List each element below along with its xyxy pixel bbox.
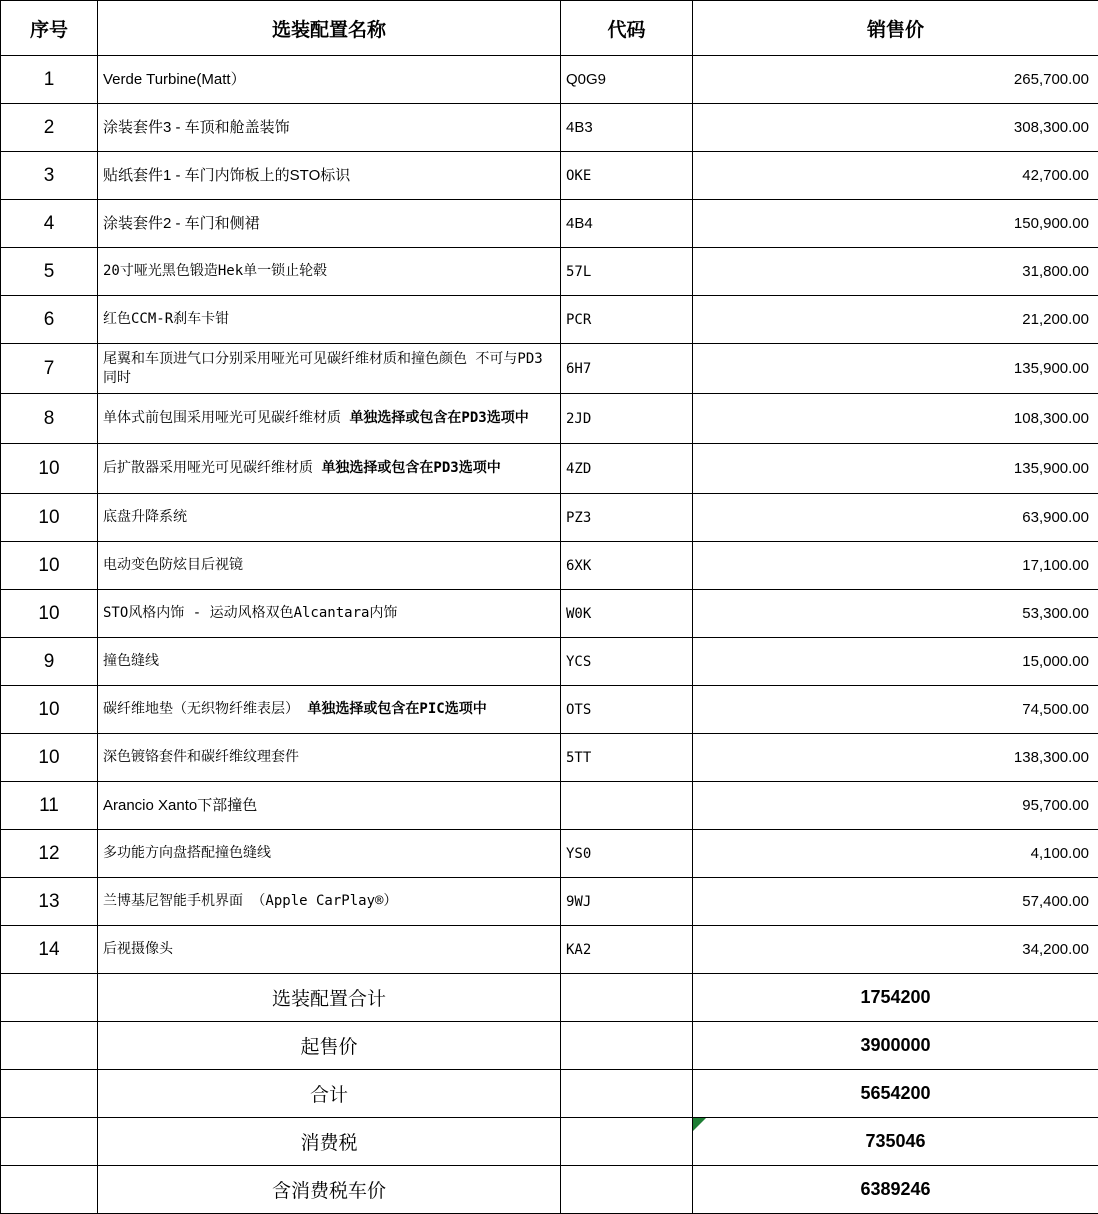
table-row: [1, 830, 1098, 878]
option-code: [561, 782, 693, 830]
empty-cell: [1, 974, 98, 1022]
empty-cell: [1, 1118, 98, 1166]
option-name: 后视摄像头: [103, 941, 173, 957]
summary-label: 起售价: [98, 1022, 561, 1070]
option-name: 碳纤维地垫（无织物纤维表层）: [103, 701, 307, 717]
option-name: Verde Turbine(Matt）: [103, 71, 246, 88]
empty-cell: [1, 1070, 98, 1118]
option-code: 4B4: [561, 200, 693, 248]
option-name-cell: [98, 200, 561, 248]
row-serial: 7: [1, 344, 98, 394]
option-name: 贴纸套件1 - 车门内饰板上的STO标识: [103, 167, 350, 184]
option-price: 95,700.00: [693, 782, 1098, 830]
option-name-cell: [98, 152, 561, 200]
empty-cell: [561, 1166, 693, 1214]
option-code: YCS: [561, 638, 693, 686]
option-name-cell: [98, 394, 561, 444]
row-serial: 9: [1, 638, 98, 686]
option-name-cell: [98, 542, 561, 590]
option-name: 红色CCM-R刹车卡钳: [103, 311, 229, 327]
option-name-cell: [98, 344, 561, 394]
table-row: [1, 542, 1098, 590]
header-code: 代码: [561, 1, 693, 56]
summary-value: 5654200: [693, 1070, 1098, 1118]
option-name-cell: [98, 248, 561, 296]
table-row: [1, 926, 1098, 974]
table-row: [1, 444, 1098, 494]
summary-value: 735046: [865, 1131, 925, 1151]
table-row: [1, 152, 1098, 200]
option-price: 34,200.00: [693, 926, 1098, 974]
option-code: 4B3: [561, 104, 693, 152]
option-price: 265,700.00: [693, 56, 1098, 104]
option-name-cell: [98, 734, 561, 782]
row-serial: 10: [1, 686, 98, 734]
row-serial: 10: [1, 542, 98, 590]
table-row: [1, 56, 1098, 104]
table-row: [1, 104, 1098, 152]
option-name-cell: [98, 830, 561, 878]
option-price: 74,500.00: [693, 686, 1098, 734]
header-row: [1, 1, 1098, 56]
table-row: [1, 296, 1098, 344]
option-name-cell: [98, 104, 561, 152]
option-code: 6H7: [561, 344, 693, 394]
row-serial: 3: [1, 152, 98, 200]
summary-value: 1754200: [693, 974, 1098, 1022]
option-price: 308,300.00: [693, 104, 1098, 152]
option-name-cell: [98, 638, 561, 686]
header-serial: 序号: [1, 1, 98, 56]
option-name-note: 单独选择或包含在PD3选项中: [321, 460, 500, 476]
row-serial: 1: [1, 56, 98, 104]
table-row: [1, 590, 1098, 638]
option-code: 2JD: [561, 394, 693, 444]
summary-row-options-total: [1, 974, 1098, 1022]
cell-corner-indicator-icon: [693, 1118, 706, 1131]
option-name-cell: [98, 56, 561, 104]
option-code: Q0G9: [561, 56, 693, 104]
option-name: STO风格内饰 - 运动风格双色Alcantara内饰: [103, 605, 397, 621]
option-price: 4,100.00: [693, 830, 1098, 878]
summary-row-base-price: [1, 1022, 1098, 1070]
row-serial: 8: [1, 394, 98, 444]
summary-label: 消费税: [98, 1118, 561, 1166]
row-serial: 4: [1, 200, 98, 248]
row-serial: 6: [1, 296, 98, 344]
empty-cell: [1, 1166, 98, 1214]
summary-row-consumption-tax: [1, 1118, 1098, 1166]
option-code: OKE: [561, 152, 693, 200]
option-name: 兰博基尼智能手机界面 （Apple CarPlay®）: [103, 893, 397, 909]
option-price: 17,100.00: [693, 542, 1098, 590]
option-code: KA2: [561, 926, 693, 974]
table-row: [1, 638, 1098, 686]
option-name: 电动变色防炫目后视镜: [103, 557, 243, 573]
option-price: 53,300.00: [693, 590, 1098, 638]
option-price: 150,900.00: [693, 200, 1098, 248]
option-name-note: 单独选择或包含在PD3选项中: [349, 410, 528, 426]
summary-label: 选装配置合计: [98, 974, 561, 1022]
empty-cell: [561, 1070, 693, 1118]
summary-value-cell: [693, 1118, 1098, 1166]
option-code: 5TT: [561, 734, 693, 782]
summary-label: 合计: [98, 1070, 561, 1118]
option-name-cell: [98, 926, 561, 974]
table-row: [1, 878, 1098, 926]
table-row: [1, 200, 1098, 248]
header-price: 销售价: [693, 1, 1098, 56]
header-option-name: 选装配置名称: [98, 1, 561, 56]
option-code: 4ZD: [561, 444, 693, 494]
option-code: YS0: [561, 830, 693, 878]
option-code: W0K: [561, 590, 693, 638]
option-name: 尾翼和车顶进气口分别采用哑光可见碳纤维材质和撞色颜色 不可与PD3同时: [103, 351, 543, 385]
option-name: 底盘升降系统: [103, 509, 187, 525]
option-name: Arancio Xanto下部撞色: [103, 797, 257, 814]
row-serial: 2: [1, 104, 98, 152]
option-name: 单体式前包围采用哑光可见碳纤维材质: [103, 410, 349, 426]
option-name: 多功能方向盘搭配撞色缝线: [103, 845, 271, 861]
option-name-cell: [98, 590, 561, 638]
option-name-cell: [98, 686, 561, 734]
table-row: [1, 248, 1098, 296]
row-serial: 10: [1, 734, 98, 782]
option-price: 135,900.00: [693, 444, 1098, 494]
option-name: 涂装套件2 - 车门和侧裙: [103, 215, 260, 232]
table-row: [1, 394, 1098, 444]
option-price: 138,300.00: [693, 734, 1098, 782]
option-code: OTS: [561, 686, 693, 734]
row-serial: 12: [1, 830, 98, 878]
table-row: [1, 494, 1098, 542]
row-serial: 14: [1, 926, 98, 974]
table-row: [1, 782, 1098, 830]
option-code: PCR: [561, 296, 693, 344]
option-name: 20寸哑光黑色锻造Hek单一锁止轮毂: [103, 263, 327, 279]
table-row: [1, 344, 1098, 394]
option-code: 6XK: [561, 542, 693, 590]
option-code: 57L: [561, 248, 693, 296]
option-code: 9WJ: [561, 878, 693, 926]
row-serial: 10: [1, 444, 98, 494]
option-name: 深色镀铬套件和碳纤维纹理套件: [103, 749, 299, 765]
option-price: 57,400.00: [693, 878, 1098, 926]
option-price: 135,900.00: [693, 344, 1098, 394]
option-name-cell: [98, 782, 561, 830]
option-price: 31,800.00: [693, 248, 1098, 296]
option-price: 63,900.00: [693, 494, 1098, 542]
row-serial: 11: [1, 782, 98, 830]
option-name: 涂装套件3 - 车顶和舱盖装饰: [103, 119, 290, 136]
option-price: 15,000.00: [693, 638, 1098, 686]
empty-cell: [1, 1022, 98, 1070]
table-row: [1, 686, 1098, 734]
empty-cell: [561, 974, 693, 1022]
summary-label: 含消费税车价: [98, 1166, 561, 1214]
summary-row-price-with-tax: [1, 1166, 1098, 1214]
summary-value: 3900000: [693, 1022, 1098, 1070]
table-row: [1, 734, 1098, 782]
row-serial: 13: [1, 878, 98, 926]
option-name-cell: [98, 878, 561, 926]
summary-value: 6389246: [693, 1166, 1098, 1214]
option-name: 后扩散器采用哑光可见碳纤维材质: [103, 460, 321, 476]
option-name-cell: [98, 444, 561, 494]
empty-cell: [561, 1022, 693, 1070]
option-name-cell: [98, 296, 561, 344]
option-code: PZ3: [561, 494, 693, 542]
row-serial: 10: [1, 590, 98, 638]
row-serial: 5: [1, 248, 98, 296]
row-serial: 10: [1, 494, 98, 542]
option-name: 撞色缝线: [103, 653, 159, 669]
option-price: 42,700.00: [693, 152, 1098, 200]
option-name-note: 单独选择或包含在PIC选项中: [307, 701, 486, 717]
summary-row-total: [1, 1070, 1098, 1118]
option-price: 21,200.00: [693, 296, 1098, 344]
option-name-cell: [98, 494, 561, 542]
empty-cell: [561, 1118, 693, 1166]
option-price: 108,300.00: [693, 394, 1098, 444]
